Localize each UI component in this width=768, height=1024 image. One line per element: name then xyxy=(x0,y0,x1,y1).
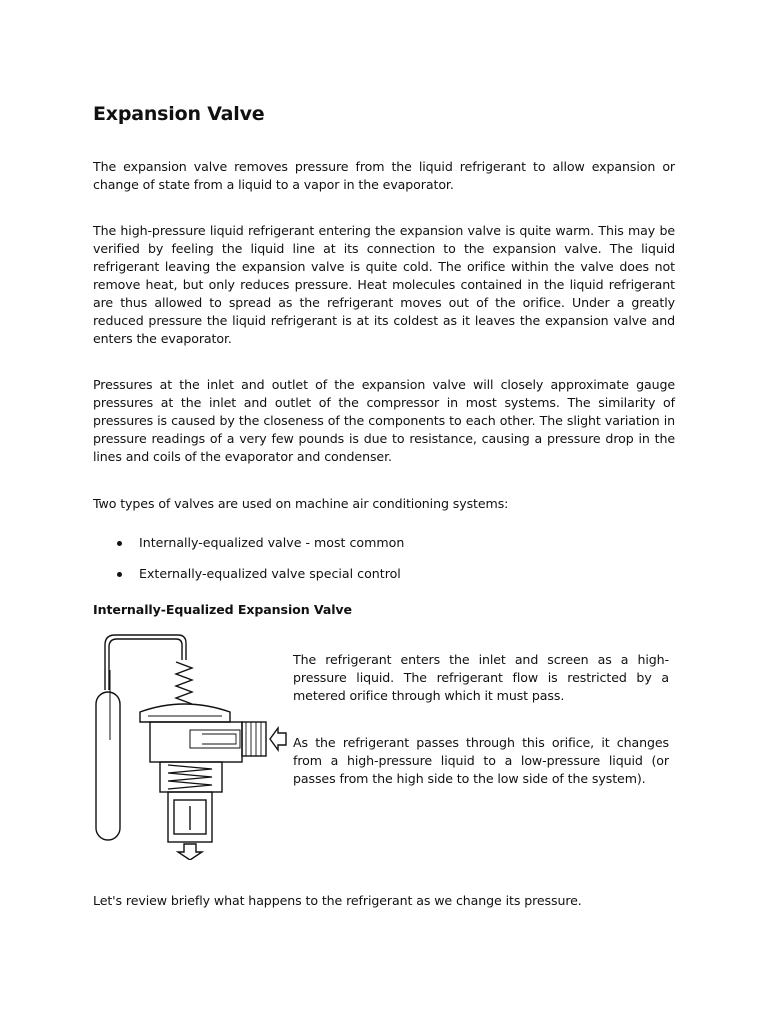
list-item-text: Internally-equalized valve - most common xyxy=(139,535,405,550)
expansion-valve-diagram xyxy=(90,630,290,860)
side-paragraph-inlet: The refrigerant enters the inlet and screen as a high-pressure liquid. The refrigerant flow is restricted by a metered orifice through which it must pass. xyxy=(293,652,669,703)
bullet-icon xyxy=(117,541,122,546)
body-paragraph-warm: The high-pressure liquid refrigerant entering the expansion valve is quite warm. This may be verified by feeling the liquid line at its connection to the expansion valve. The liquid refrigerant leaving the expansion valve is quite cold. The orifice within the valve does not remove heat, but only reduces pressure. Heat molecules contained in the liquid refrigerant are thus allowed to spread as the refrigerant moves out of the orifice. Under a greatly reduced pressure the liquid refrigerant is at its coldest as it leaves the expansion valve and enters the evaporator. xyxy=(93,223,675,346)
bullet-icon xyxy=(117,572,122,577)
page-title: Expansion Valve xyxy=(93,103,265,125)
side-paragraph-orifice: As the refrigerant passes through this orifice, it changes from a high-pressure liquid to a low-pressure liquid (or passes from the high side to the low side of the system). xyxy=(293,735,669,786)
valve-types-intro: Two types of valves are used on machine air conditioning systems: xyxy=(93,496,509,511)
section-heading: Internally-Equalized Expansion Valve xyxy=(93,602,352,617)
intro-paragraph: The expansion valve removes pressure from the liquid refrigerant to allow expansion or change of state from a liquid to a vapor in the evaporator. xyxy=(93,159,675,192)
list-item-text: Externally-equalized valve special control xyxy=(139,566,401,581)
closing-paragraph: Let's review briefly what happens to the refrigerant as we change its pressure. xyxy=(93,893,582,908)
body-paragraph-pressures: Pressures at the inlet and outlet of the expansion valve will closely approximate gauge pressures at the inlet and outlet of the compressor in most systems. The similarity of pressures is caused by the closeness of the components to each other. The slight variation in pressure readings of a very few pounds is due to resistance, causing a pressure drop in the lines and coils of the evaporator and condenser. xyxy=(93,377,675,464)
